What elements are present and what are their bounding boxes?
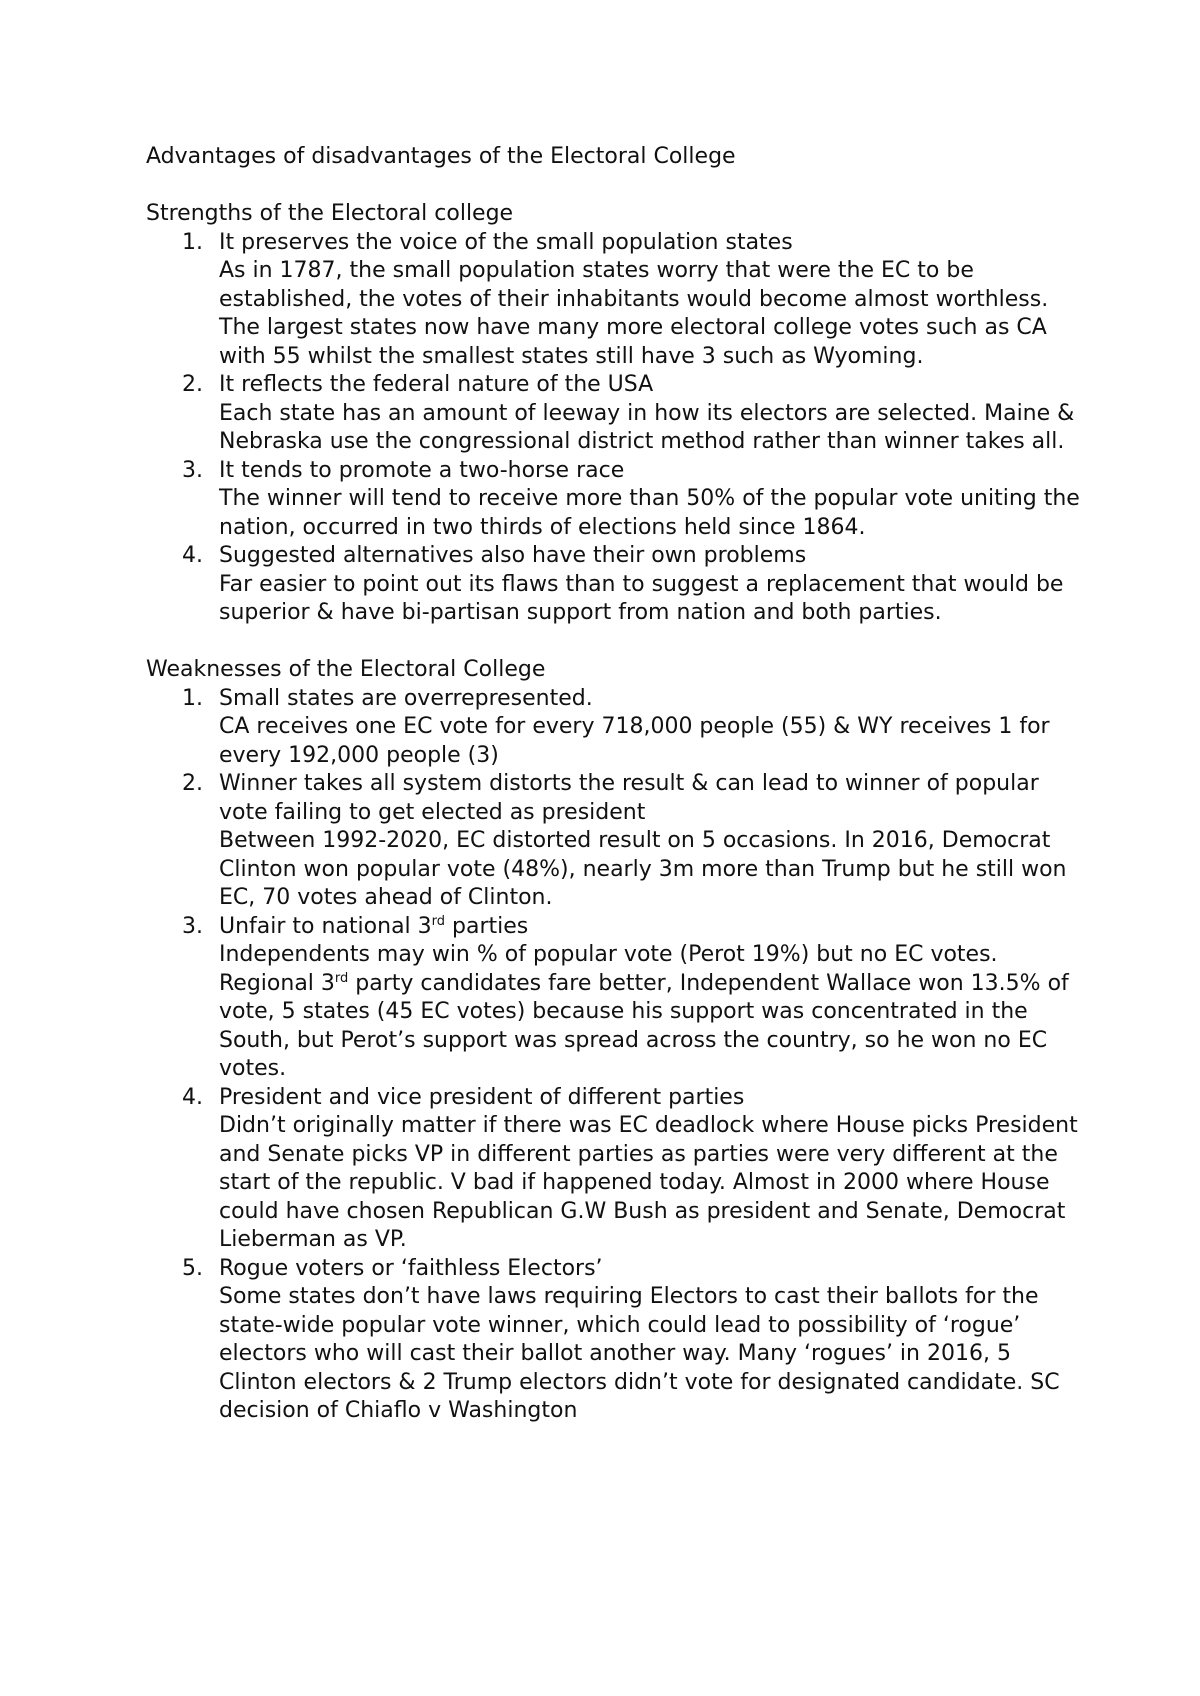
item-number: 5. (182, 1255, 203, 1281)
document-page (146, 143, 1086, 1426)
item-body: Far easier to point out its flaws than to suggest a replacement that would be superior & have bi-partisan support from nation and both parties. (219, 571, 1064, 625)
list-item (146, 229, 1086, 372)
list-item (146, 685, 1086, 771)
item-number: 2. (182, 771, 203, 796)
blank-line (146, 172, 1086, 201)
item-body: Didn’t originally matter if there was EC deadlock where House picks President and Senate picks VP in different parties as parties were very different at the start of the republic. V bad if happened today. Almost in 2000 where House could have chosen Republican G.W Bush as president and Senate, Democrat Lieberman as VP. (219, 1113, 1078, 1252)
item-body: The winner will tend to receive more than 50% of the popular vote uniting the nation, occurred in two thirds of elections held since 1864. (219, 486, 1080, 540)
item-number: 1. (182, 685, 203, 711)
document-title: Advantages of disadvantages of the Electoral College (146, 144, 736, 169)
list-item (146, 371, 1086, 457)
item-heading: President and vice president of different parties (219, 1084, 745, 1110)
item-number: 3. (182, 913, 203, 939)
list-item (146, 542, 1086, 628)
list-item (146, 457, 1086, 543)
item-number: 4. (182, 543, 203, 568)
body-text: Independents may win % of popular vote (Perot 19%) but no EC votes. Regional 3 (219, 942, 998, 996)
item-body: As in 1787, the small population states worry that were the EC to be established, the votes of their inhabitants would become almost worthless. The largest states now have many more electoral college votes such as CA with 55 whilst the smallest states still have 3 such as Wyoming. (219, 258, 1049, 369)
strengths-heading: Strengths of the Electoral college (146, 201, 514, 226)
strengths-list (146, 229, 1086, 628)
item-heading: Small states are overrepresented. (219, 685, 593, 711)
heading-text: Unfair to national 3 (219, 913, 432, 939)
item-heading: Suggested alternatives also have their own problems (219, 543, 807, 568)
heading-text: parties (445, 913, 529, 939)
list-item (146, 770, 1086, 913)
item-number: 4. (182, 1084, 203, 1110)
ordinal-superscript: rd (431, 913, 446, 929)
weaknesses-list (146, 685, 1086, 1426)
list-item (146, 1084, 1086, 1255)
list-item (146, 913, 1086, 1084)
item-body: CA receives one EC vote for every 718,000 people (55) & WY receives 1 for every 192,000 people (3) (219, 714, 1050, 768)
item-heading: It preserves the voice of the small population states (219, 229, 793, 255)
list-item (146, 1255, 1086, 1426)
blank-line (146, 628, 1086, 657)
item-body: Between 1992-2020, EC distorted result on 5 occasions. In 2016, Democrat Clinton won popular vote (48%), nearly 3m more than Trump but he still won EC, 70 votes ahead of Clinton. (219, 828, 1067, 910)
item-body: Some states don’t have laws requiring Electors to cast their ballots for the state-wide popular vote winner, which could lead to possibility of ‘rogue’ electors who will cast their ballot another way. Many ‘rogues’ in 2016, 5 Clinton electors & 2 Trump electors didn’t vote for designated candidate. SC decision of Chiaflo v Washington (219, 1284, 1060, 1423)
ordinal-superscript: rd (334, 970, 349, 986)
body-text: party candidates fare better, Independent Wallace won 13.5% of vote, 5 states (45 EC votes) because his support was concentrated in the South, but Perot’s support was spread across the country, so he won no EC votes. (219, 970, 1069, 1081)
item-number: 3. (182, 457, 203, 483)
item-body (219, 941, 1086, 1084)
item-number: 2. (182, 372, 203, 397)
item-body: Each state has an amount of leeway in how its electors are selected. Maine & Nebraska use the congressional district method rather than winner takes all. (219, 400, 1075, 454)
weaknesses-heading: Weaknesses of the Electoral College (146, 657, 546, 682)
item-heading (219, 913, 1086, 942)
item-heading: Rogue voters or ‘faithless Electors’ (219, 1255, 603, 1281)
item-heading: It reflects the federal nature of the USA (219, 372, 654, 397)
item-heading: It tends to promote a two-horse race (219, 457, 625, 483)
item-heading: Winner takes all system distorts the result & can lead to winner of popular vote failing to get elected as president (219, 771, 1039, 825)
item-number: 1. (182, 229, 203, 255)
